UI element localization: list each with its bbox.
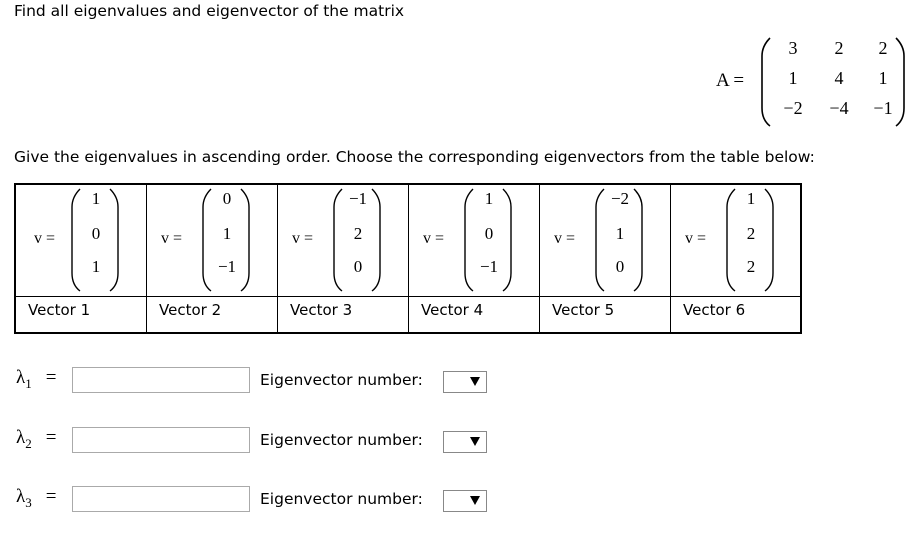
eigenvector-number-label: Eigenvector number:	[260, 431, 423, 449]
equals-sign: =	[45, 486, 57, 507]
dropdown-arrow-icon[interactable]	[470, 437, 480, 446]
vector-eq-label: v =	[685, 230, 707, 247]
lambda-subscript: 2	[25, 435, 32, 451]
vector-component: 2	[746, 257, 756, 276]
dropdown-arrow-icon[interactable]	[470, 496, 480, 505]
vector-values	[76, 187, 112, 295]
eigenvalue-input-3[interactable]	[72, 486, 250, 512]
vector-option-1	[16, 185, 147, 332]
vector-values	[338, 187, 374, 295]
vector-component: 1	[91, 257, 101, 276]
vector-component: 1	[484, 189, 494, 208]
vector-component: 0	[484, 224, 494, 243]
eigenvalue-input-2[interactable]	[72, 427, 250, 453]
equals-sign: =	[45, 367, 57, 388]
lambda-symbol: λ	[16, 367, 26, 388]
vector-component: 0	[615, 257, 625, 276]
vector-component: −1	[348, 189, 368, 208]
vector-option-3	[278, 185, 409, 332]
matrix-entry: 3	[788, 38, 798, 58]
eigenvalue-label-2	[16, 427, 56, 452]
vector-eq-label: v =	[423, 230, 445, 247]
matrix-entry: −2	[783, 98, 803, 118]
vector-label: Vector 4	[421, 301, 484, 319]
vector-component: 1	[615, 224, 625, 243]
eigenvalue-label-1	[16, 367, 56, 392]
eigenvector-table	[14, 183, 802, 334]
vector-component: −2	[610, 189, 630, 208]
equals-sign: =	[45, 427, 57, 448]
eigenvalue-input-1[interactable]	[72, 367, 250, 393]
vector-label: Vector 1	[28, 301, 91, 319]
vector-label: Vector 3	[290, 301, 353, 319]
eigenvector-select-1[interactable]	[443, 371, 487, 393]
vector-component: 0	[353, 257, 363, 276]
vector-label: Vector 6	[683, 301, 746, 319]
vector-option-2	[147, 185, 278, 332]
vector-eq-label: v =	[554, 230, 576, 247]
eigenvector-number-label: Eigenvector number:	[260, 490, 423, 508]
vector-component: 0	[222, 189, 232, 208]
vector-component: −1	[479, 257, 499, 276]
vector-label: Vector 5	[552, 301, 615, 319]
vector-option-5	[540, 185, 671, 332]
eigenvalue-label-3	[16, 486, 56, 511]
lambda-symbol: λ	[16, 486, 26, 507]
vector-component: 1	[746, 189, 756, 208]
vector-eq-label: v =	[161, 230, 183, 247]
vector-component: 1	[91, 189, 101, 208]
matrix-entry: 1	[788, 68, 798, 88]
eigenvector-select-3[interactable]	[443, 490, 487, 512]
vector-component: 0	[91, 224, 101, 243]
vector-option-6	[671, 185, 800, 332]
matrix-entry: 4	[834, 68, 844, 88]
lambda-symbol: λ	[16, 427, 26, 448]
vector-values	[469, 187, 505, 295]
instruction-text: Give the eigenvalues in ascending order. Choose the corresponding eigenvectors from the table below:	[14, 148, 815, 166]
lambda-subscript: 3	[25, 494, 32, 510]
vector-values	[731, 187, 767, 295]
vector-values	[600, 187, 636, 295]
vector-option-4	[409, 185, 540, 332]
question-prompt: Find all eigenvalues and eigenvector of the matrix	[14, 2, 405, 20]
dropdown-arrow-icon[interactable]	[470, 377, 480, 386]
matrix-label: A =	[716, 70, 745, 91]
vector-values	[207, 187, 243, 295]
vector-component: 2	[746, 224, 756, 243]
vector-component: 2	[353, 224, 363, 243]
matrix-entry: 1	[878, 68, 888, 88]
vector-eq-label: v =	[292, 230, 314, 247]
vector-component: 1	[222, 224, 232, 243]
matrix-entry: 2	[878, 38, 888, 58]
vector-component: −1	[217, 257, 237, 276]
vector-label: Vector 2	[159, 301, 222, 319]
table-row-divider	[16, 296, 800, 297]
eigenvector-number-label: Eigenvector number:	[260, 371, 423, 389]
matrix-entry: −4	[829, 98, 849, 118]
left-paren-icon	[760, 36, 772, 128]
vector-eq-label: v =	[34, 230, 56, 247]
matrix-a	[716, 36, 912, 128]
matrix-entry: 2	[834, 38, 844, 58]
matrix-entry: −1	[873, 98, 893, 118]
lambda-subscript: 1	[25, 375, 32, 391]
eigenvector-select-2[interactable]	[443, 431, 487, 453]
